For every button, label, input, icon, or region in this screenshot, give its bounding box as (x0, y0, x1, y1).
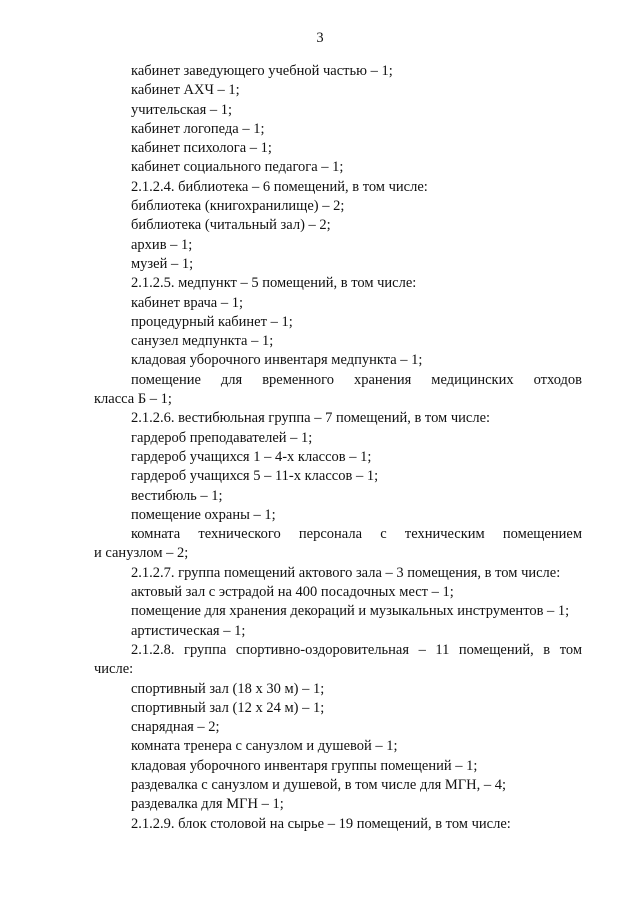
list-item: раздевалка с санузлом и душевой, в том числе для МГН, – 4; (131, 776, 507, 793)
list-item: кладовая уборочного инвентаря группы помещений – 1; (131, 757, 478, 774)
list-item: раздевалка для МГН – 1; (131, 796, 284, 813)
section-heading: 2.1.2.5. медпункт – 5 помещений, в том числе: (131, 275, 417, 292)
list-item-continuation: класса Б – 1; (94, 391, 172, 408)
list-item: процедурный кабинет – 1; (131, 313, 293, 330)
list-item: гардероб учащихся 5 – 11-х классов – 1; (131, 468, 379, 485)
list-item: помещение охраны – 1; (131, 506, 276, 523)
list-item: кабинет логопеда – 1; (131, 120, 265, 137)
list-item: библиотека (книгохранилище) – 2; (131, 198, 345, 215)
list-item: спортивный зал (18 х 30 м) – 1; (131, 680, 325, 697)
section-heading: 2.1.2.9. блок столовой на сырье – 19 помещений, в том числе: (131, 815, 511, 832)
list-item: гардероб преподавателей – 1; (131, 429, 313, 446)
section-heading: 2.1.2.7. группа помещений актового зала – 3 помещения, в том числе: (131, 564, 561, 581)
list-item: кабинет АХЧ – 1; (131, 82, 240, 99)
list-item: кладовая уборочного инвентаря медпункта – 1; (131, 352, 423, 369)
list-item: спортивный зал (12 х 24 м) – 1; (131, 699, 325, 716)
list-item: кабинет заведующего учебной частью – 1; (131, 63, 393, 79)
list-item: кабинет врача – 1; (131, 294, 244, 311)
list-item: архив – 1; (131, 236, 193, 253)
list-item-continuation: и санузлом – 2; (94, 545, 189, 562)
list-item: учительская – 1; (131, 101, 233, 118)
room-list (94, 62, 582, 834)
section-heading: 2.1.2.6. вестибюльная группа – 7 помещений, в том числе: (131, 410, 491, 427)
page-number: 3 (316, 30, 324, 46)
list-item: помещение для временного хранения медицинских отходов (131, 371, 582, 388)
list-item: комната технического персонала с техническим помещением (131, 526, 582, 543)
section-heading-continuation: числе: (94, 661, 134, 678)
list-item: библиотека (читальный зал) – 2; (131, 217, 331, 234)
list-item: вестибюль – 1; (131, 487, 223, 504)
list-item: актовый зал с эстрадой на 400 посадочных мест – 1; (131, 584, 454, 601)
list-item: снарядная – 2; (131, 719, 220, 736)
list-item: артистическая – 1; (131, 622, 246, 639)
list-item: санузел медпункта – 1; (131, 333, 274, 350)
list-item: музей – 1; (131, 255, 194, 272)
list-item: кабинет социального педагога – 1; (131, 159, 344, 176)
list-item: комната тренера с санузлом и душевой – 1; (131, 738, 398, 755)
list-item: гардероб учащихся 1 – 4-х классов – 1; (131, 448, 372, 465)
section-heading: 2.1.2.8. группа спортивно-оздоровительная – 11 помещений, в том (131, 641, 582, 658)
list-item: кабинет психолога – 1; (131, 140, 272, 157)
section-heading: 2.1.2.4. библиотека – 6 помещений, в том числе: (131, 178, 428, 195)
list-item: помещение для хранения декораций и музыкальных инструментов – 1; (131, 603, 570, 620)
